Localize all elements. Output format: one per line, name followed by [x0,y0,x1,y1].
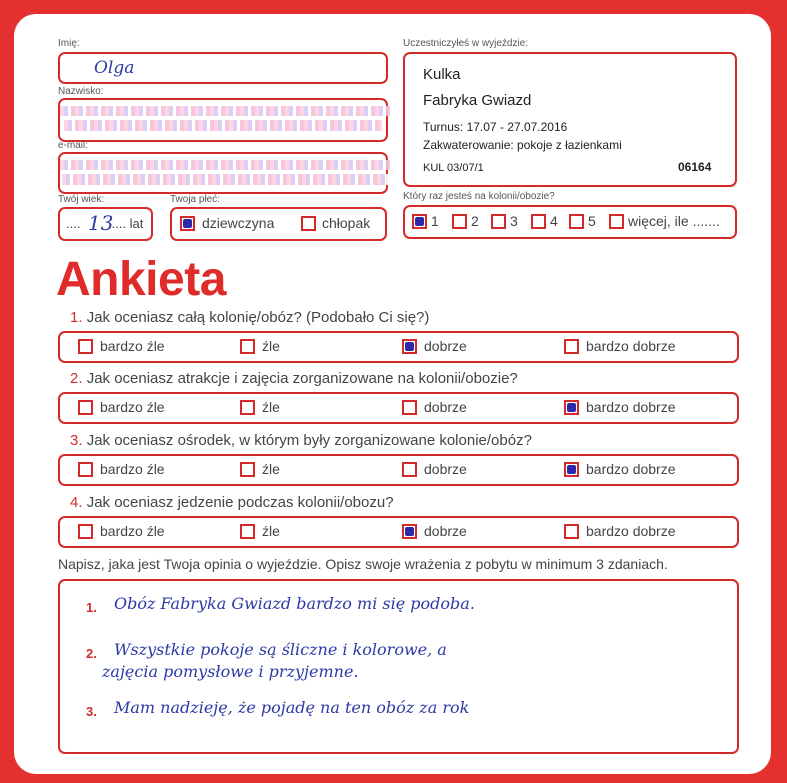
question-4 [70,494,394,511]
question-3 [70,432,532,449]
rating-checkbox-4[interactable] [564,524,579,539]
question-number: 1. [70,309,83,326]
rating-option-label: dobrze [424,461,467,477]
rating-checkbox-3[interactable] [402,400,417,415]
rating-checkbox-4[interactable] [564,462,579,477]
gender-checkbox-girl[interactable] [180,216,195,231]
gender-option-boy: chłopak [322,215,371,231]
redaction-surname-2 [64,120,382,131]
opinion-number: 2. [86,646,97,661]
name-field[interactable] [58,52,388,84]
opinion-line: Mam nadzieję, że pojadę na ten obóz za rok [114,698,470,717]
question-number: 2. [70,370,83,387]
age-prefix: .... [66,216,81,231]
gender-label: Twoja płeć: [170,194,221,205]
surname-label: Nazwisko: [58,86,104,97]
participant-label: Uczestniczyłeś w wyjeździe: [403,38,529,49]
rating-row-2 [58,392,739,424]
redaction-surname [60,106,390,116]
rating-checkbox-4[interactable] [564,339,579,354]
opinion-prompt: Napisz, jaka jest Twoja opinia o wyjeździe. Opisz swoje wrażenia z pobytu w minimum 3 zdaniach. [58,556,668,572]
name-value: Olga [94,58,135,78]
times-option-5: 5 [588,213,596,229]
rating-option-label: dobrze [424,523,467,539]
rating-option-label: źle [262,461,280,477]
rating-checkbox-3[interactable] [402,339,417,354]
question-1 [70,309,429,326]
times-checkbox-4[interactable] [531,214,546,229]
rating-option-label: bardzo źle [100,461,165,477]
times-checkbox-more[interactable] [609,214,624,229]
rating-option-label: bardzo dobrze [586,523,676,539]
age-field[interactable] [58,207,153,241]
trip-turnus: Turnus: 17.07 - 27.07.2016 [423,120,568,134]
trip-code: KUL 03/07/1 [423,162,484,174]
survey-title: Ankieta [56,253,226,306]
times-option-3: 3 [510,213,518,229]
gender-option-girl: dziewczyna [202,215,275,231]
rating-checkbox-2[interactable] [240,400,255,415]
times-option-4: 4 [550,213,558,229]
email-label: e-mail: [58,140,89,151]
rating-checkbox-1[interactable] [78,400,93,415]
times-label: Który raz jesteś na kolonii/obozie? [403,191,555,202]
opinion-number: 3. [86,704,97,719]
surname-field[interactable] [58,98,388,142]
rating-row-1 [58,331,739,363]
rating-option-label: źle [262,399,280,415]
question-2 [70,370,518,387]
trip-line2: Fabryka Gwiazd [423,92,532,109]
question-text: Jak oceniasz jedzenie podczas kolonii/obozu? [86,494,394,511]
question-number: 3. [70,432,83,449]
rating-option-label: bardzo źle [100,523,165,539]
rating-option-label: źle [262,523,280,539]
name-label: Imię: [58,38,80,49]
opinion-number: 1. [86,600,97,615]
rating-checkbox-1[interactable] [78,462,93,477]
rating-checkbox-3[interactable] [402,462,417,477]
times-checkbox-2[interactable] [452,214,467,229]
age-value: 13 [88,211,114,235]
question-text: Jak oceniasz atrakcje i zajęcia zorganizowane na kolonii/obozie? [86,370,518,387]
rating-checkbox-4[interactable] [564,400,579,415]
rating-row-3 [58,454,739,486]
opinion-line: Obóz Fabryka Gwiazd bardzo mi się podoba. [114,594,475,613]
times-option-1: 1 [431,213,439,229]
question-text: Jak oceniasz ośrodek, w którym były zorganizowane kolonie/obóz? [86,432,532,449]
age-suffix: ..... lat [108,216,144,231]
rating-option-label: bardzo dobrze [586,461,676,477]
trip-number: 06164 [678,160,712,174]
opinion-line: Wszystkie pokoje są śliczne i kolorowe, a [114,640,447,659]
rating-row-4 [58,516,739,548]
rating-checkbox-2[interactable] [240,524,255,539]
gender-field [170,207,387,241]
times-checkbox-1[interactable] [412,214,427,229]
rating-option-label: bardzo źle [100,399,165,415]
rating-checkbox-3[interactable] [402,524,417,539]
rating-option-label: dobrze [424,338,467,354]
opinion-line: zajęcia pomysłowe i przyjemne. [102,662,359,681]
times-option-2: 2 [471,213,479,229]
trip-line1: Kulka [423,66,461,83]
rating-checkbox-2[interactable] [240,339,255,354]
times-field [403,205,737,239]
trip-box [403,52,737,187]
question-number: 4. [70,494,83,511]
rating-option-label: dobrze [424,399,467,415]
trip-accommodation: Zakwaterowanie: pokoje z łazienkami [423,138,622,152]
email-field[interactable] [58,152,388,194]
rating-option-label: źle [262,338,280,354]
redaction-email-2 [62,174,388,185]
rating-checkbox-1[interactable] [78,524,93,539]
survey-sheet [14,14,771,774]
question-text: Jak oceniasz całą kolonię/obóz? (Podobało Ci się?) [86,309,430,326]
rating-checkbox-1[interactable] [78,339,93,354]
rating-option-label: bardzo źle [100,338,165,354]
rating-option-label: bardzo dobrze [586,399,676,415]
times-checkbox-3[interactable] [491,214,506,229]
age-label: Twój wiek: [58,194,105,205]
times-checkbox-5[interactable] [569,214,584,229]
rating-checkbox-2[interactable] [240,462,255,477]
rating-option-label: bardzo dobrze [586,338,676,354]
redaction-email [60,160,390,170]
times-option-more: więcej, ile ....... [628,213,720,229]
gender-checkbox-boy[interactable] [301,216,316,231]
